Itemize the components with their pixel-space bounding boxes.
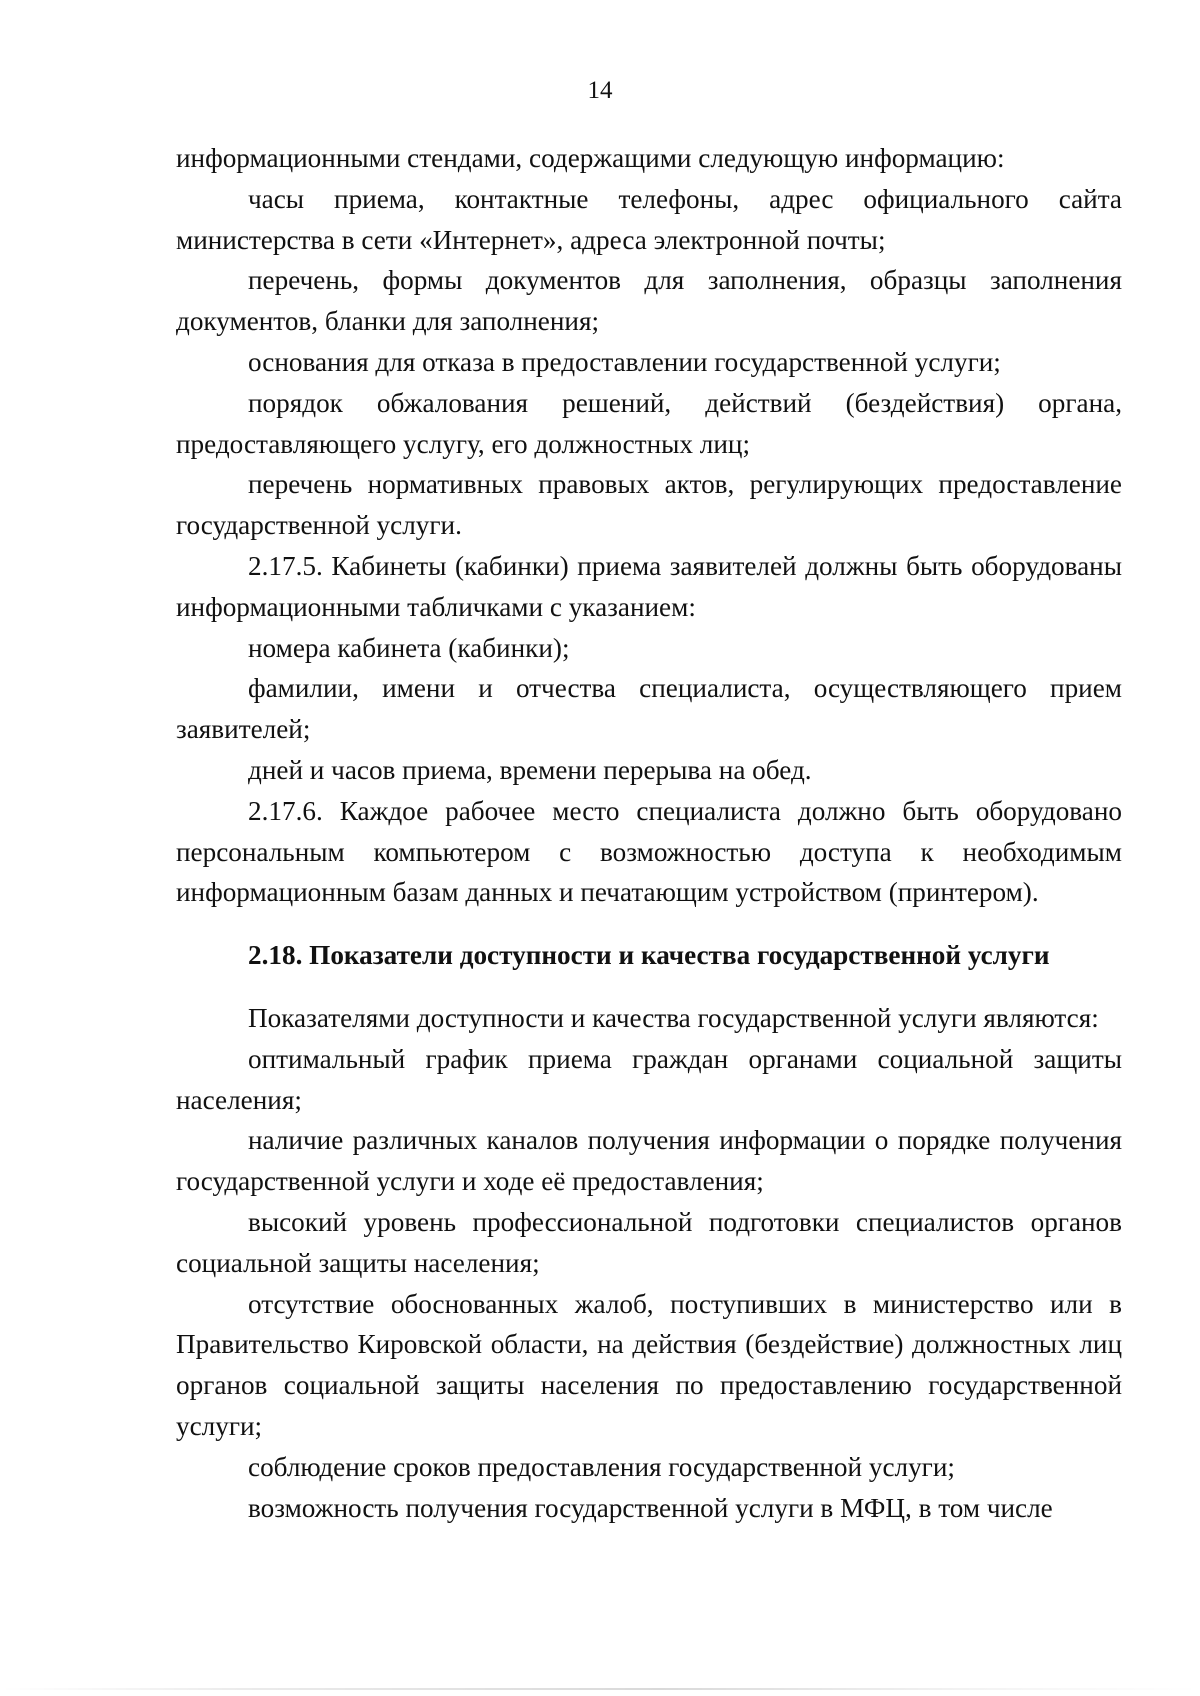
list-paragraph-specialist-name: фамилии, имени и отчества специалиста, осуществляющего прием заявителей; [176,673,1122,745]
scan-edge-artifact [0,1688,1200,1690]
list-paragraph-reception-days: дней и часов приема, времени перерыва на обед. [248,754,812,785]
section-heading: 2.18. Показатели доступности и качества государственной услуги [248,940,1050,971]
section-intro: Показателями доступности и качества государственной услуги являются: [248,1002,1099,1033]
list-paragraph-hours: часы приема, контактные телефоны, адрес официального сайта министерства в сети «Интернет», адреса электронной почты; [176,183,1122,255]
list-paragraph-cabinet-number: номера кабинета (кабинки); [248,632,570,663]
list-paragraph-appeal-procedure: порядок обжалования решений, действий (бездействия) органа, предоставляющего услугу, его должностных лиц; [176,387,1122,459]
indicator-mfc-availability: возможность получения государственной услуги в МФЦ, в том числе [248,1492,1053,1523]
indicator-deadlines: соблюдение сроков предоставления государственной услуги; [248,1451,955,1482]
clause-2-17-5: 2.17.5. Кабинеты (кабинки) приема заявителей должны быть оборудованы информационными табличками с указанием: [176,550,1122,622]
list-paragraph-forms: перечень, формы документов для заполнения, образцы заполнения документов, бланки для заполнения; [176,265,1122,337]
list-paragraph-legal-acts: перечень нормативных правовых актов, регулирующих предоставление государственной услуги. [176,469,1122,541]
indicator-schedule: оптимальный график приема граждан органами социальной защиты населения; [176,1043,1122,1115]
page-number: 14 [587,77,613,104]
indicator-information-channels: наличие различных каналов получения информации о порядке получения государственной услуги и ходе её предоставления; [176,1125,1122,1197]
indicator-professional-level: высокий уровень профессиональной подготовки специалистов органов социальной защиты населения; [176,1206,1122,1278]
clause-2-17-6: 2.17.6. Каждое рабочее место специалиста должно быть оборудовано персональным компьютером с возможностью доступа к необходимым информационным базам данных и печатающим устройством (принтером). [176,795,1122,908]
indicator-no-complaints: отсутствие обоснованных жалоб, поступивших в министерство или в Правительство Кировской области, на действия (бездействие) должностных лиц органов социальной защиты населения по предоставлению государственной услуги; [176,1288,1122,1441]
paragraph-continuation: информационными стендами, содержащими следующую информацию: [176,143,1005,173]
list-paragraph-refusal-grounds: основания для отказа в предоставлении государственной услуги; [248,346,1001,377]
document-body [176,138,1122,1528]
